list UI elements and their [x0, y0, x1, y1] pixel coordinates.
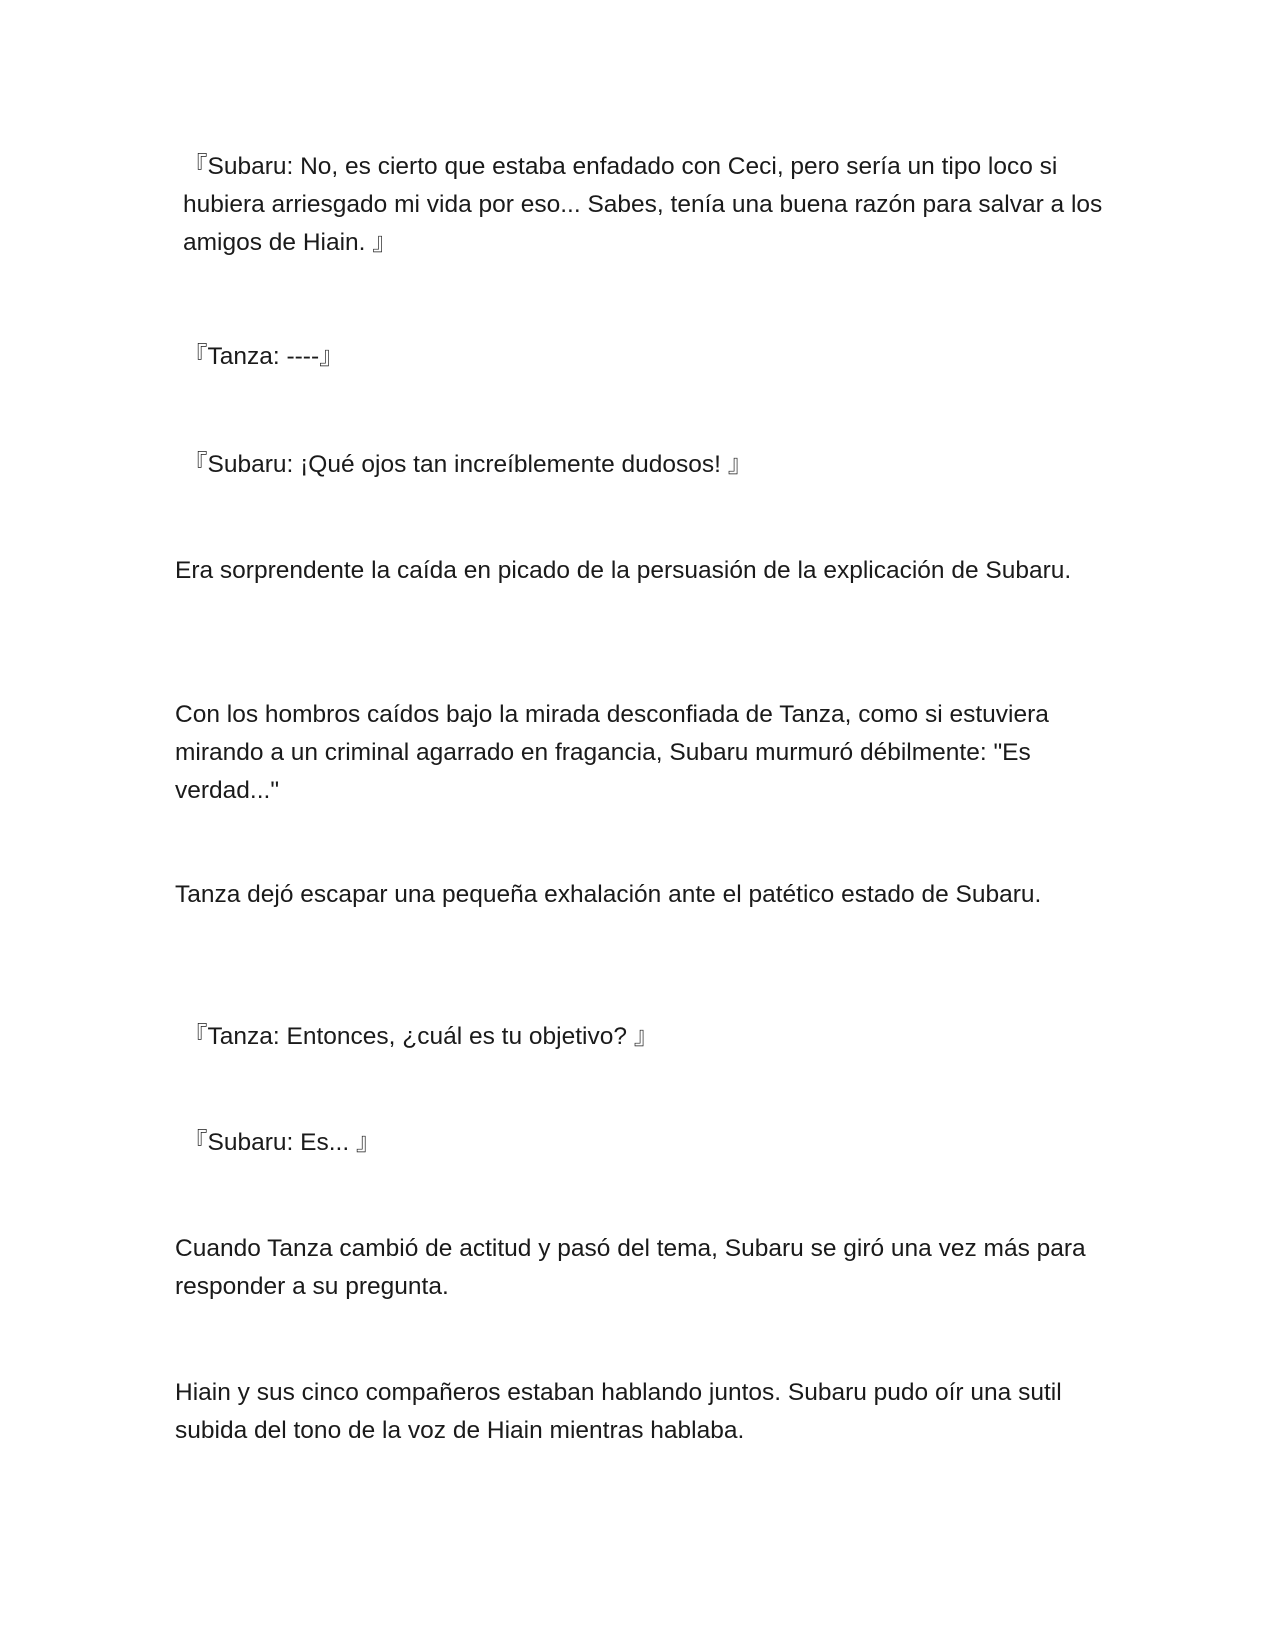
- narration-paragraph: Era sorprendente la caída en picado de la persuasión de la explicación de Subaru.: [175, 557, 1072, 584]
- narration-paragraph: Tanza dejó escapar una pequeña exhalación ante el patético estado de Subaru.: [175, 881, 1042, 908]
- dialogue-tanza-objective: 『Tanza: Entonces, ¿cuál es tu objetivo? 』: [183, 1023, 659, 1050]
- dialogue-subaru-doubtful-eyes: 『Subaru: ¡Qué ojos tan increíblemente dudosos! 』: [183, 451, 753, 478]
- narration-paragraph: Hiain y sus cinco compañeros estaban hablando juntos. Subaru pudo oír una sutil subida del tono de la voz de Hiain mientras hablaba.: [175, 1379, 1062, 1444]
- narration-paragraph: Con los hombros caídos bajo la mirada desconfiada de Tanza, como si estuviera mirando a un criminal agarrado en fragancia, Subaru murmuró débilmente: "Es verdad...": [175, 701, 1049, 804]
- dialogue-subaru-reason: 『Subaru: No, es cierto que estaba enfadado con Ceci, pero sería un tipo loco si hubiera arriesgado mi vida por eso... Sabes, tenía una buena razón para salvar a los amigos de Hiain. 』: [183, 153, 1103, 256]
- dialogue-subaru-es: 『Subaru: Es... 』: [183, 1129, 381, 1156]
- dialogue-tanza-silence: 『Tanza: ----』: [183, 343, 344, 370]
- narration-paragraph: Cuando Tanza cambió de actitud y pasó del tema, Subaru se giró una vez más para responder a su pregunta.: [175, 1235, 1086, 1300]
